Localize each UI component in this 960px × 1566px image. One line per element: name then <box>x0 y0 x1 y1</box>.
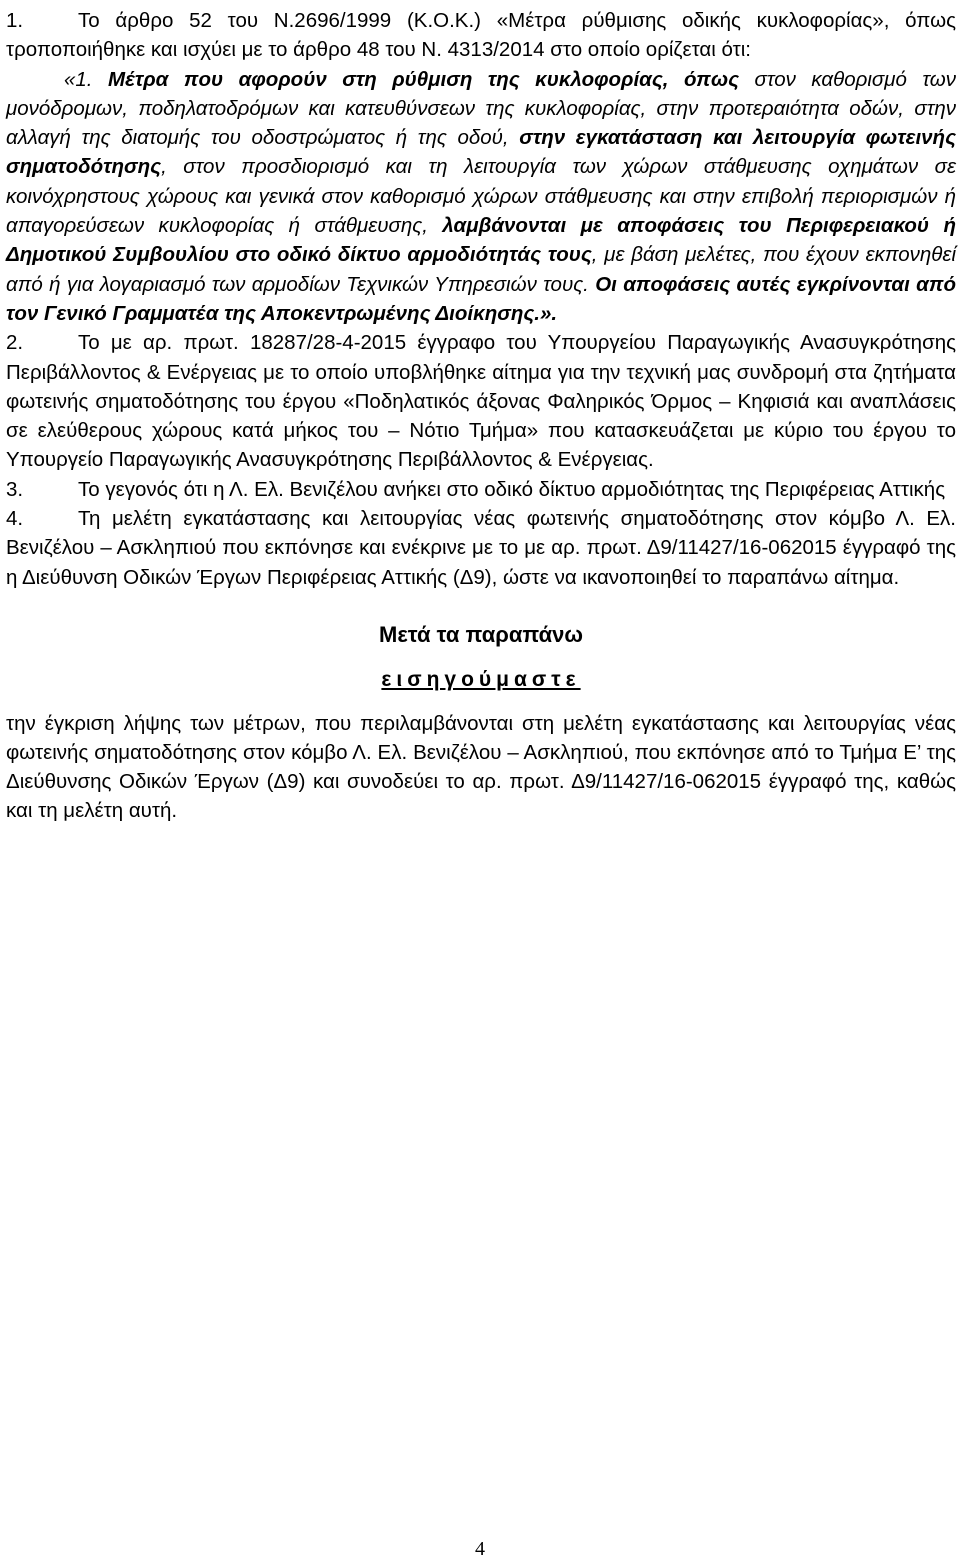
item-2-text: Το με αρ. πρωτ. 18287/28-4-2015 έγγραφο του Υπουργείου Παραγωγικής Ανασυγκρότησης Περιβάλλοντος & Ενέργειας με το οποίο υποβλήθηκε αίτημα για την τεχνική μας συνδρομή στα ζητήματα φωτεινής σηματοδότησης του έργου «Ποδηλατικός άξονας Φαληρικός Όρμος – Κηφισιά και αναπλάσεις σε ελεύθερους χώρους κατά μήκος του – Νότιο Τμήμα» που κατασκευάζεται με κύριο του έργου το Υπουργείο Παραγωγικής Ανασυγκρότησης Περιβάλλοντος & Ενέργειας. <box>6 331 956 472</box>
quote-bold-8: Οι αποφάσεις αυτές εγκρίνονται από τον Γενικό Γραμματέα της Αποκεντρωμένης Διοίκησης.». <box>6 272 956 325</box>
item-2-paragraph <box>6 328 956 474</box>
section-heading: Μετά τα παραπάνω <box>379 621 583 647</box>
quote-text-4: , στον προσδιορισμό και τη λειτουργία των χώρων στάθμευσης οχημάτων σε κοινόχρηστους χώρους και γενικά στον καθορισμό χώρων στάθμευσης και στην επιβολή περιορισμών ή απαγορεύσεων κυκλοφορίας ή στάθμευσης, <box>6 155 956 238</box>
document-page <box>6 6 956 826</box>
conclusion-paragraph: την έγκριση λήψης των μέτρων, που περιλαμβάνονται στη μελέτη εγκατάστασης και λειτουργίας νέας φωτεινής σηματοδότησης στον κόμβο Λ. Ελ. Βενιζέλου – Ασκληπιού, που εκπόνησε από το Τμήμα Ε’ της Διεύθυνσης Οδικών Έργων (Δ9) και συνοδεύει το αρ. πρωτ. Δ9/11427/16-062015 έγγραφό της, καθώς και τη μελέτη αυτή. <box>6 711 956 823</box>
item-4-paragraph <box>6 504 956 592</box>
item-4-text: Τη μελέτη εγκατάστασης και λειτουργίας νέας φωτεινής σηματοδότησης στον κόμβο Λ. Ελ. Βενιζέλου – Ασκληπιού που εκπόνησε και ενέκρινε με το με αρ. πρωτ. Δ9/11427/16-062015 έγγραφό της η Διεύθυνση Οδικών Έργων Περιφέρειας Αττικής (Δ9), ώστε να ικανοποιηθεί το παραπάνω αίτημα. <box>6 507 956 589</box>
item-3-text: Το γεγονός ότι η Λ. Ελ. Βενιζέλου ανήκει στο οδικό δίκτυο αρμοδιότητας της Περιφέρειας Αττικής <box>78 477 946 501</box>
quote-bold-5: λαμβάνονται με αποφάσεις του Περιφερειακού ή Δημοτικού <box>6 214 956 267</box>
quote-bold-6: Συμβουλίου στο οδικό δίκτυο αρμοδιότητάς τους <box>113 243 592 267</box>
proposal-heading: εισηγούμαστε <box>381 668 581 692</box>
item-3-paragraph <box>6 475 956 504</box>
item-2-number: 2. <box>6 331 24 355</box>
page-number: 4 <box>475 1538 485 1560</box>
item-3-number: 3. <box>6 477 24 501</box>
item-1-number: 1. <box>6 9 24 32</box>
item-1-lead: Το άρθρο 52 του Ν.2696/1999 (Κ.Ο.Κ.) «Μέτρα ρύθμισης οδικής κυκλοφορίας», όπως τροποποιήθηκε και ισχύει με το άρθρο 48 του Ν. 4313/2014 στο οποίο ορίζεται ότι: <box>6 9 956 62</box>
quote-paragraph <box>6 65 956 329</box>
quote-bold-3: στην εγκατάσταση και λειτουργία φωτεινής σηματοδότησης <box>6 126 956 179</box>
quote-bold-1: Μέτρα που αφορούν στη ρύθμιση της κυκλοφορίας, όπως <box>108 67 740 91</box>
quote-text-7: , με βάση μελέτες, που έχουν εκπονηθεί από ή για λογαριασμό των αρμοδίων Τεχνικών Υπηρεσιών τους. <box>6 243 956 296</box>
item-4-number: 4. <box>6 507 24 531</box>
item-1-paragraph <box>6 6 956 65</box>
quote-open: «1. <box>64 67 108 91</box>
quote-text-2: στον καθορισμό των μονόδρομων, ποδηλατοδρόμων και κατευθύνσεων της κυκλοφορίας, στην προτεραιότητα οδών, στην αλλαγή της διατομής του οδοστρώματος ή της οδού, <box>6 67 957 150</box>
